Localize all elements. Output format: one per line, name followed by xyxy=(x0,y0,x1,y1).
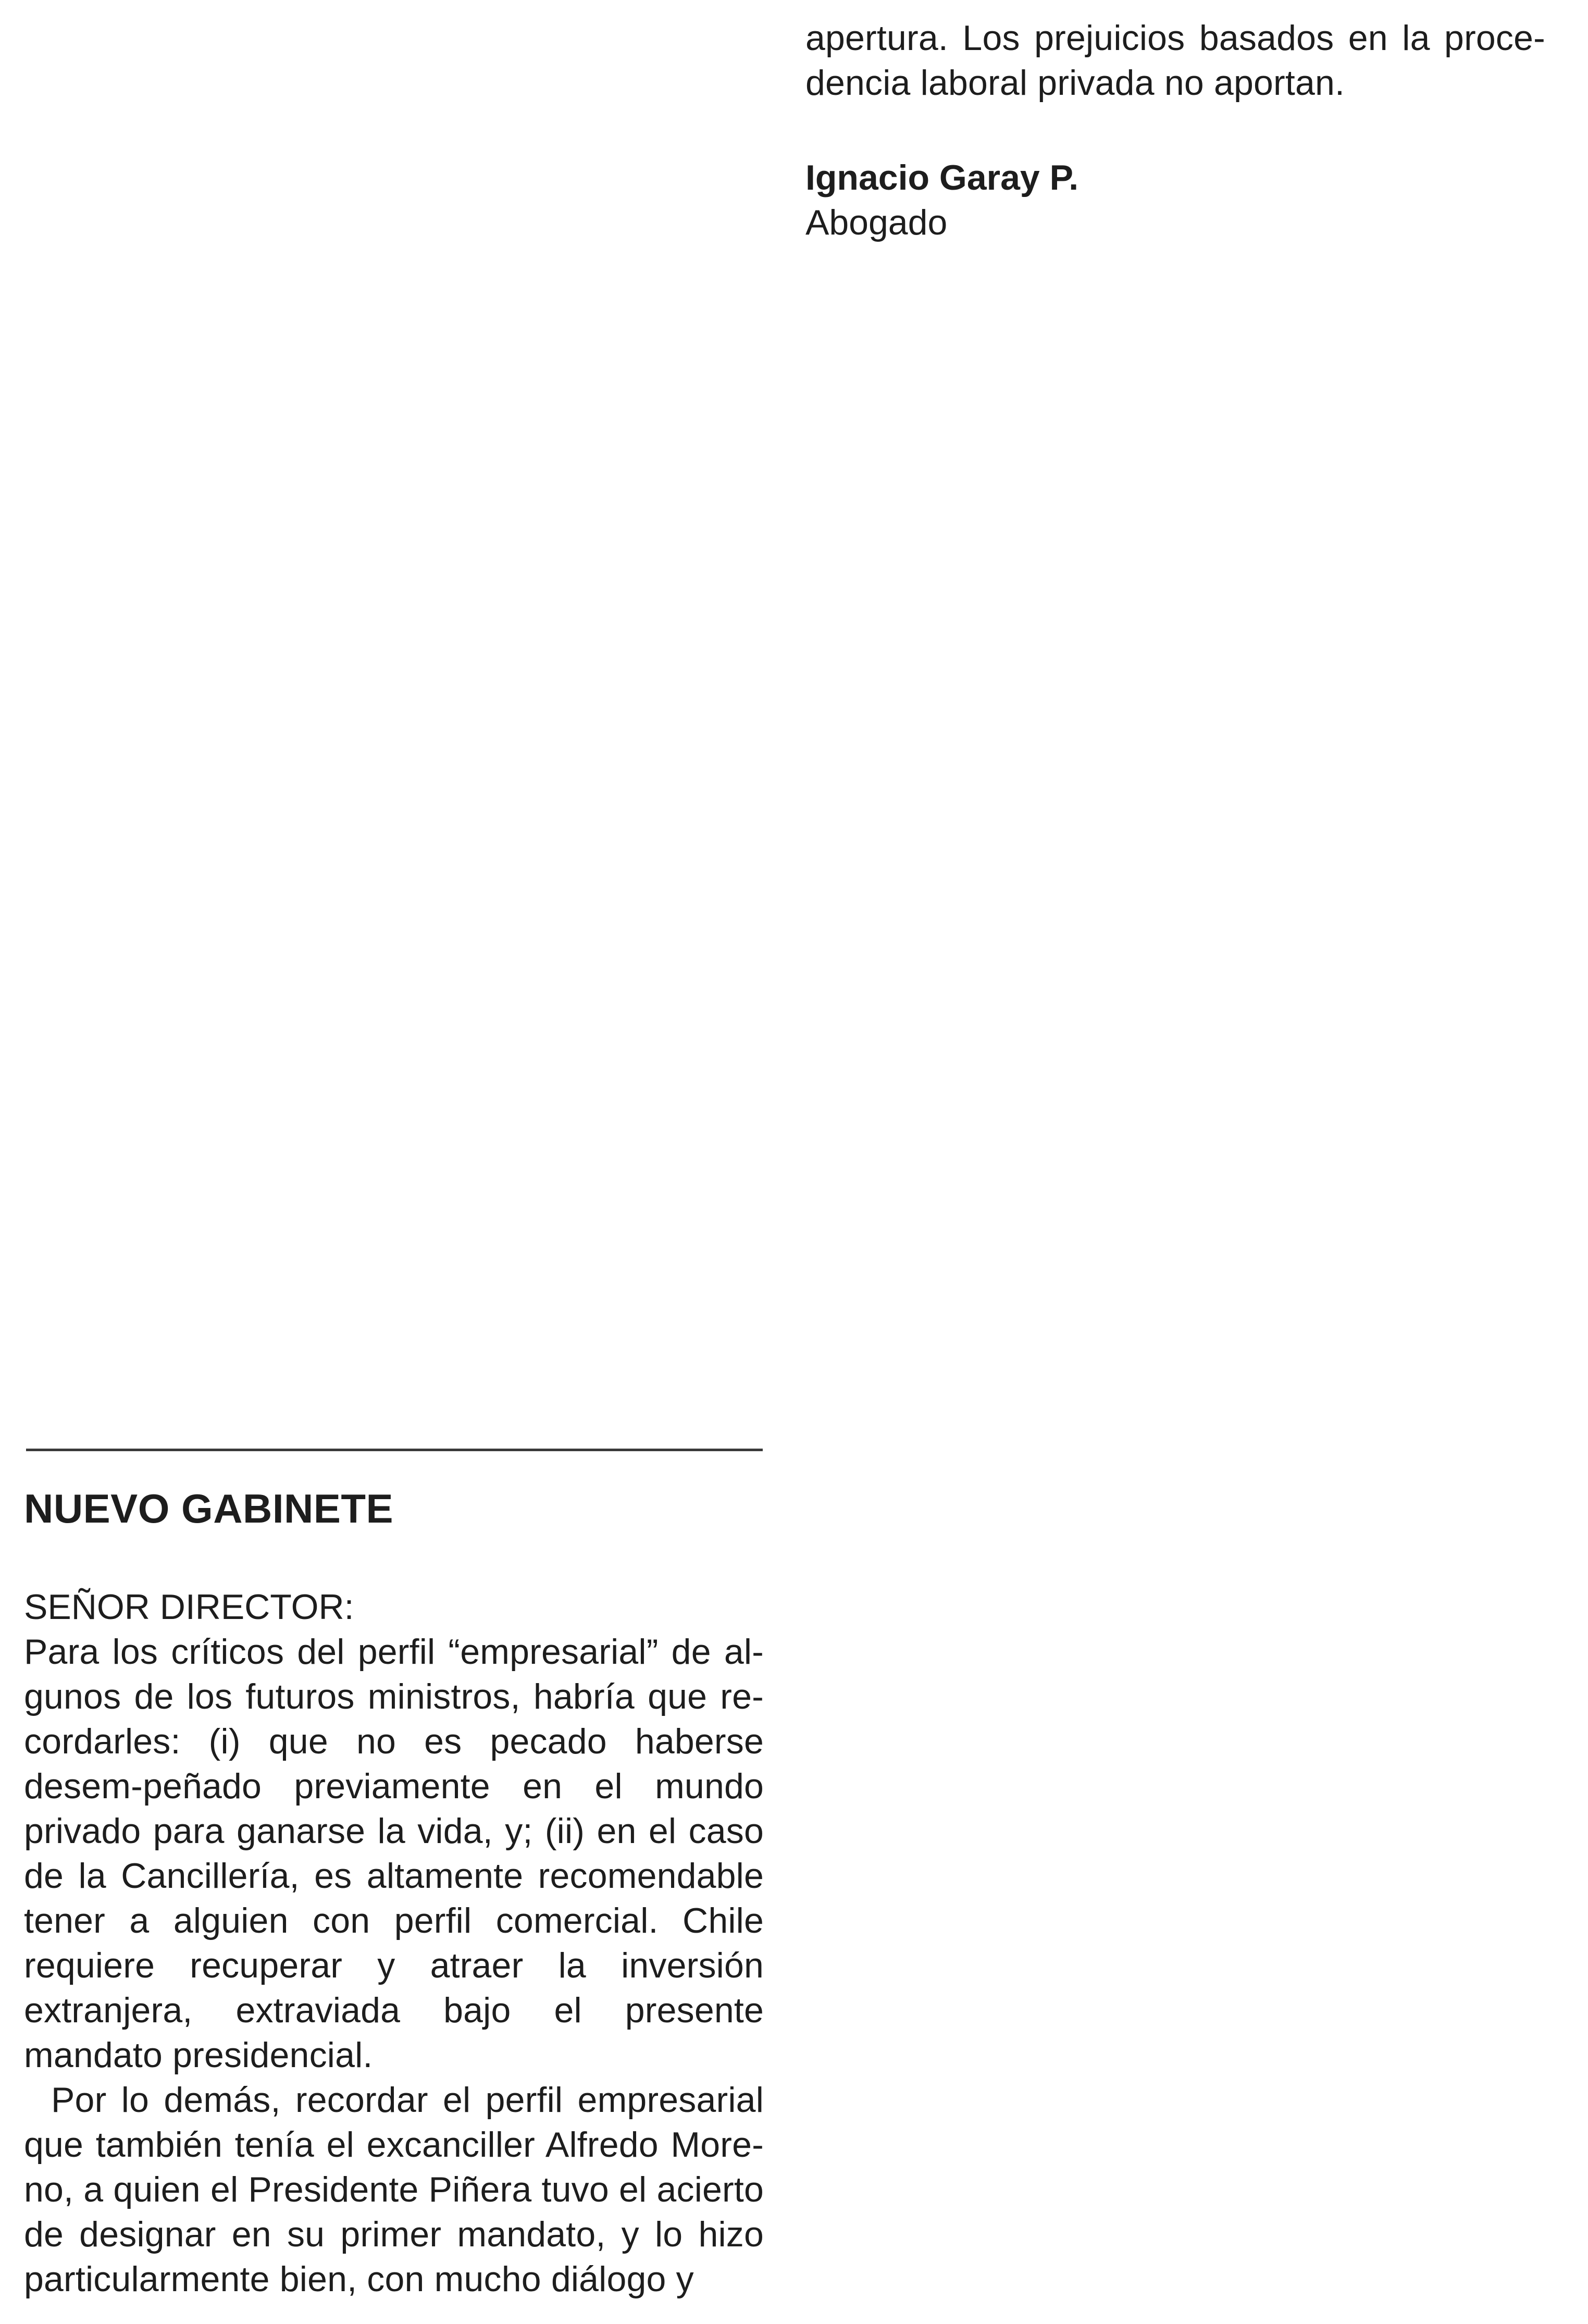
letter-two-column xyxy=(24,1449,764,2302)
letter-one-column xyxy=(805,16,1545,245)
letter-one-author-name: Ignacio Garay P. xyxy=(805,158,1079,197)
letter-one-author-role: Abogado xyxy=(805,203,948,242)
letter-two-paragraph-1: Para los críticos del perfil “empresarial” de al-gunos de los futuros ministros, habría que re-cordarles: (i) que no es pecado haberse desem-peñado previamente en el mundo privado para ganarse la vida, y; (ii) en el caso de la Cancillería, es altamente recomendable tener a alguien con perfil comercial. Chile requiere recuperar y atraer la inversión extranjera, extraviada bajo el presente mandato presidencial. xyxy=(24,1632,764,2075)
letter-two-paragraph-2: Por lo demás, recordar el perfil empresarial que también tenía el excanciller Alfredo More-no, a quien el Presidente Piñera tuvo el acierto de designar en su primer mandato, y lo hizo particularmente bien, con mucho diálogo y xyxy=(24,2080,764,2299)
letter-two-salutation: SEÑOR DIRECTOR: xyxy=(24,1587,354,1627)
letter-two-headline: NUEVO GABINETE xyxy=(24,1486,394,1531)
letter-one-closing-paragraph: apertura. Los prejuicios basados en la proce-dencia laboral privada no aportan. xyxy=(805,18,1545,103)
section-divider xyxy=(26,1449,763,1451)
